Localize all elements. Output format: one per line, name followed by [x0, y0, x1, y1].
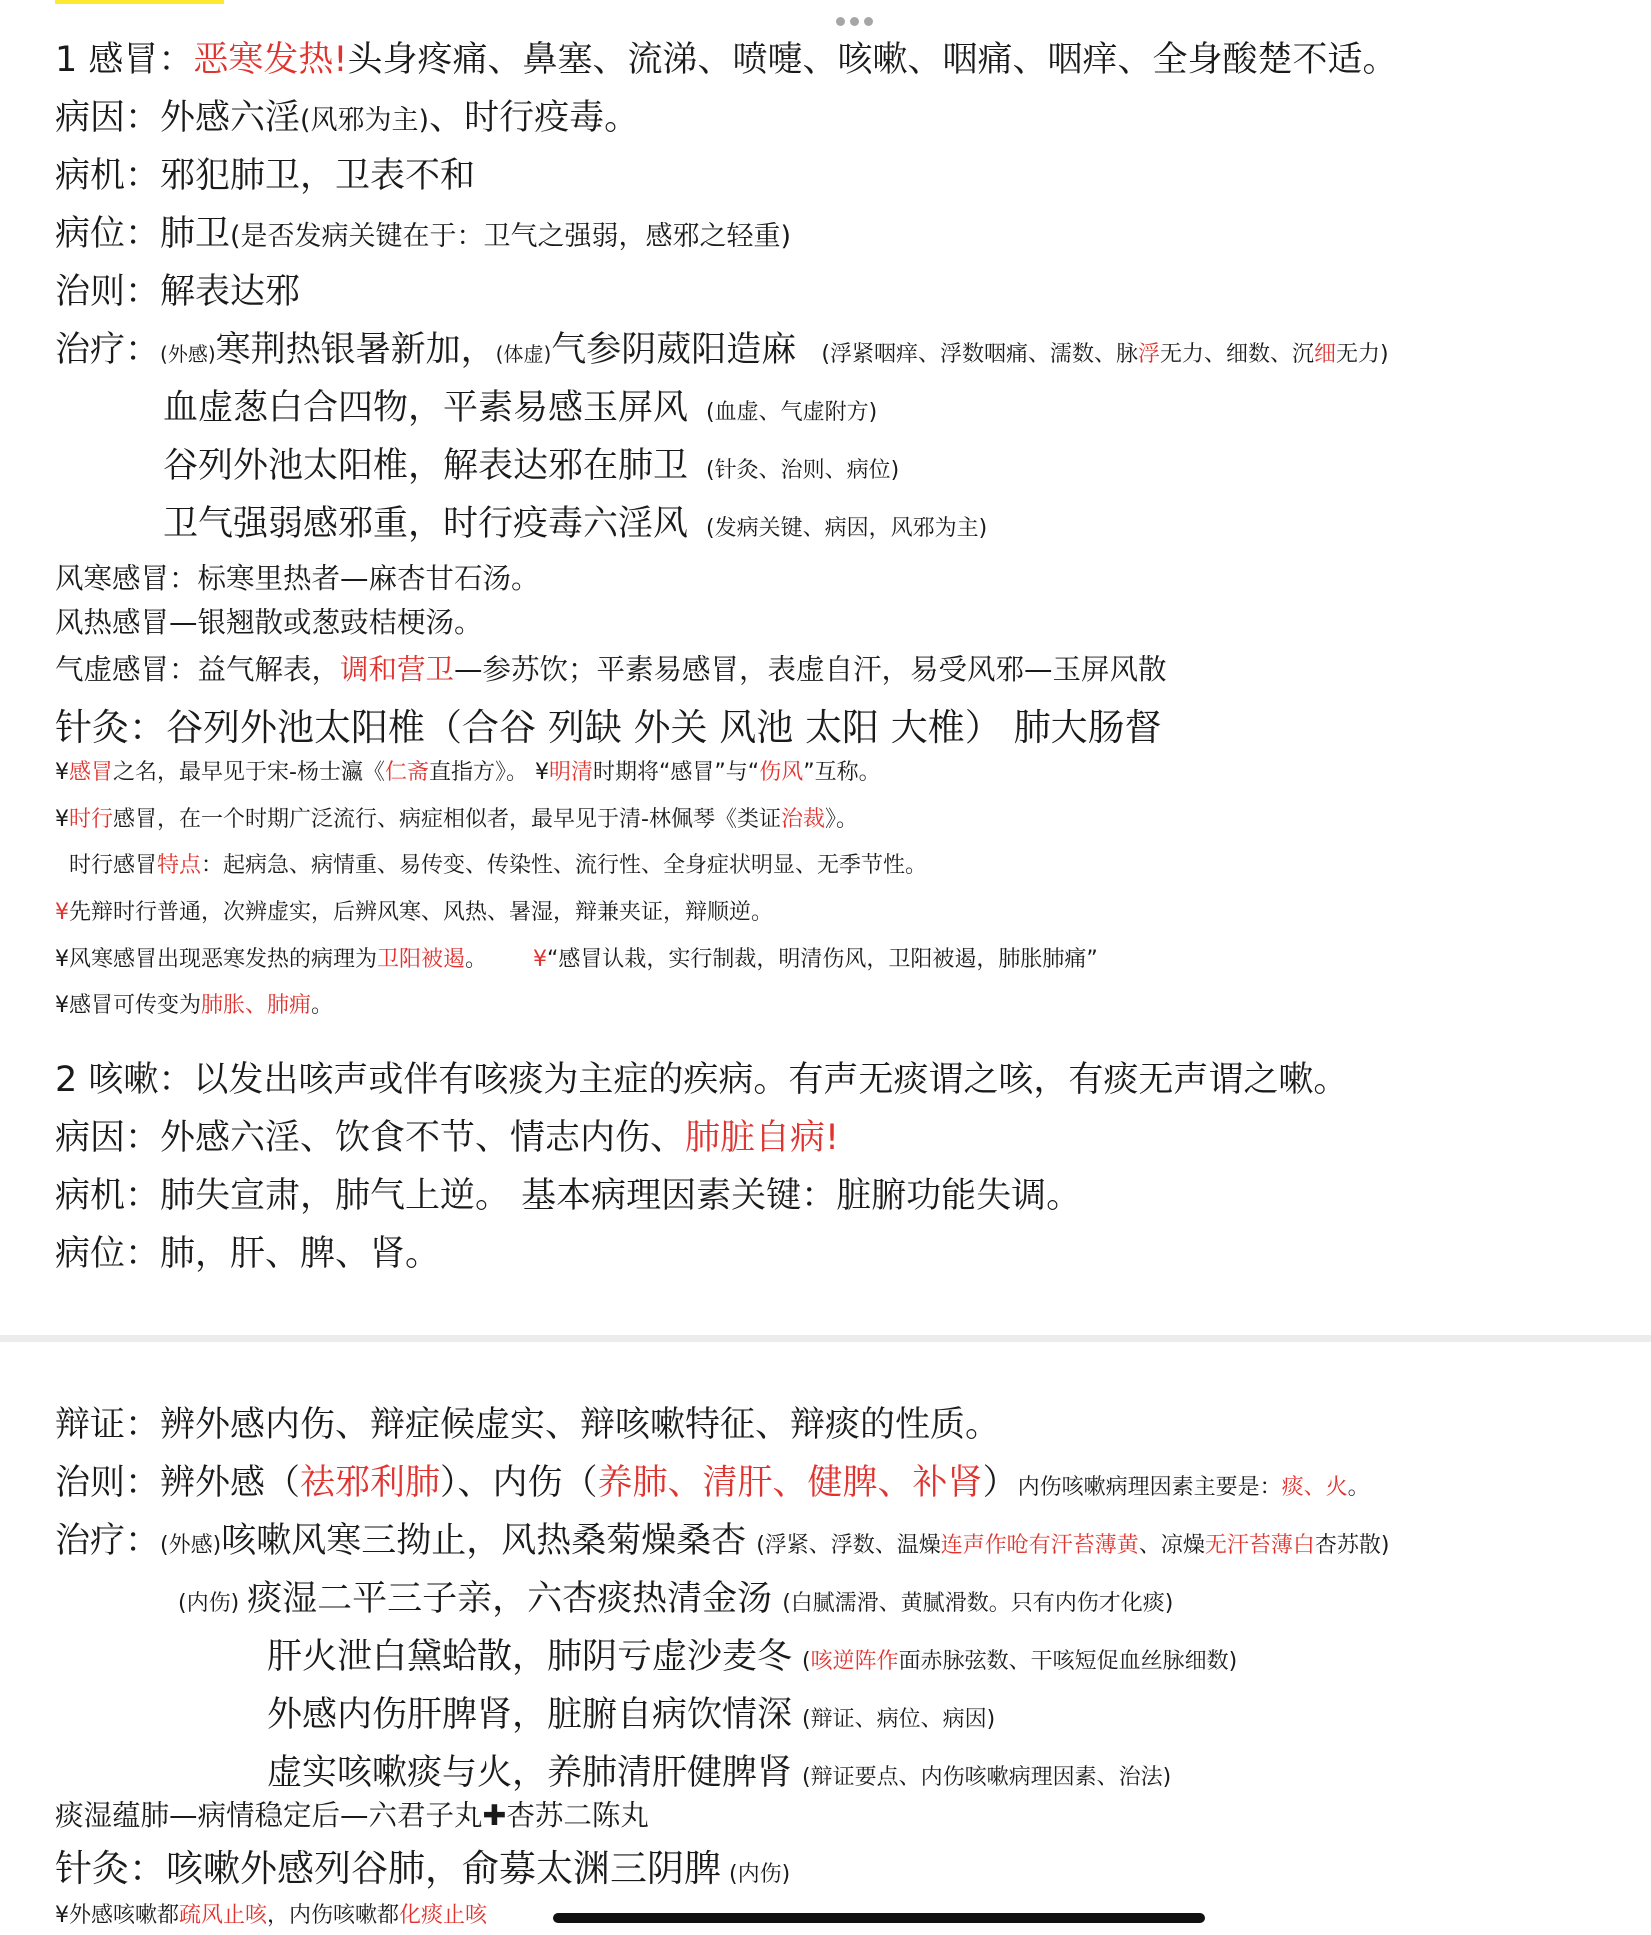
s3-verse-4 — [267, 1745, 1171, 1795]
s1-pulse-c: 无力、细数、沉 — [1160, 342, 1315, 367]
s3-t-note — [756, 1533, 1389, 1558]
n5-a: ¥风寒感冒出现恶寒发热的病理为 — [55, 947, 377, 972]
n3-b: 特点 — [157, 853, 202, 878]
s1-verse-1-note: (血虚、气虚附方) — [706, 400, 878, 425]
s1-verse-2-note: (针灸、治则、病位) — [706, 458, 900, 483]
s2-cause-a: 病因：外感六淫、饮食不节、情志内伤、 — [55, 1118, 686, 1158]
n1-c: 之名，最早见于宋-杨士瀛《 — [113, 760, 385, 785]
s3-n-c: ，内伤咳嗽都 — [267, 1903, 400, 1928]
n1-g: 时期将“感冒”与“ — [593, 760, 760, 785]
s1-qideficiency-line — [55, 647, 1167, 688]
s3-v1-note: (白腻濡滑、黄腻滑数。只有内伤才化痰) — [782, 1591, 1174, 1616]
s2-cause-line — [55, 1110, 839, 1160]
n5-c: 。 — [465, 947, 488, 972]
s2-title-line: 2 咳嗽：以发出咳声或伴有咳痰为主症的疾病。有声无痰谓之咳，有痰无声谓之嗽。 — [55, 1060, 1349, 1100]
s3-n-d: 化痰止咳 — [399, 1903, 488, 1928]
s3-v4-text: 虚实咳嗽痰与火，养肺清肝健脾肾 — [267, 1753, 793, 1793]
s1-pulse-d: 细 — [1314, 342, 1337, 367]
home-indicator[interactable] — [553, 1913, 1205, 1923]
s3-ph-a: 痰湿蕴肺—病情稳定后—六君子丸 — [55, 1799, 483, 1832]
s1-treatment-tag-exo: (外感) — [160, 342, 216, 366]
n2-d: 治裁 — [780, 807, 825, 832]
n2-c: 感冒，在一个时期广泛流行、病症相似者，最早见于清-林佩琴《类证 — [113, 807, 781, 832]
n1-e: 直指方》。 ¥ — [428, 760, 549, 785]
s1-cause-text: 病因：外感六淫 — [55, 98, 301, 138]
s3-t-h: 杏苏散) — [1314, 1533, 1390, 1558]
s1-pulse-a: (浮紧咽痒、浮数咽痛、濡数、脉 — [821, 342, 1138, 367]
n1-d: 仁斋 — [384, 760, 429, 785]
n5-e: “感冒认栽，实行制裁，明清伤风，卫阳被遏，肺胀肺痛” — [547, 947, 1098, 972]
s3-v3-text: 外感内伤肝脾肾，脏腑自病饮情深 — [267, 1695, 793, 1735]
s3-acupuncture-line — [55, 1838, 790, 1892]
s3-v2-c: 咳逆阵作 — [810, 1649, 899, 1674]
s3-acu-note: (内伤) — [729, 1862, 791, 1887]
n5-b: 卫阳被遏 — [377, 947, 466, 972]
s3-v1-text: 痰湿二平三子亲，六杏痰热清金汤 — [247, 1579, 773, 1619]
s3-n-b: 疏风止咳 — [179, 1903, 268, 1928]
s1-note-differentiation — [55, 895, 773, 926]
s1-treatment-tag-def: (体虚) — [495, 342, 552, 366]
yellow-highlight-bar — [55, 0, 224, 4]
n1-h: 伤风 — [759, 760, 804, 785]
s1-pathogenesis-line: 病机：邪犯肺卫，卫表不和 — [55, 156, 476, 196]
plus-icon: ✚ — [482, 1799, 507, 1832]
s1-principle-line: 治则：解表达邪 — [55, 272, 301, 312]
s1-note-features — [69, 848, 927, 879]
n1-a: ¥ — [55, 760, 69, 785]
s1-treatment-pulse-note — [821, 342, 1388, 367]
n2-b: 时行 — [69, 807, 114, 832]
s3-differentiation-line: 辩证：辨外感内伤、辩症候虚实、辩咳嗽特征、辩痰的性质。 — [55, 1405, 1001, 1445]
n1-f: 明清 — [548, 760, 593, 785]
s3-p-f: 内伤咳嗽病理因素主要是： — [1017, 1475, 1282, 1500]
s1-location-text: 病位：肺卫 — [55, 214, 231, 254]
s3-n-a: ¥外感咳嗽都 — [55, 1903, 179, 1928]
n1-b: 感冒 — [69, 760, 114, 785]
s1-verse-2 — [163, 438, 899, 488]
s3-p-a: 治则：辨外感（ — [55, 1463, 301, 1503]
s2-cause-b: 肺脏自病! — [685, 1118, 840, 1158]
n2-a: ¥ — [55, 807, 69, 832]
s1-note-origin — [55, 755, 881, 786]
s3-verse-1 — [178, 1571, 1173, 1621]
n6-b: 肺胀、肺痈 — [201, 993, 312, 1018]
s3-p-note — [1018, 1475, 1370, 1500]
n2-e: 》。 — [824, 807, 858, 832]
s3-acu-text: 针灸：咳嗽外感列谷肺，俞募太渊三阴脾 — [55, 1847, 721, 1890]
s1-treatment-label: 治疗： — [55, 330, 161, 370]
s3-v2-note — [802, 1649, 1237, 1674]
s1-note-transmutation — [55, 988, 333, 1019]
s3-v2-d: 面赤脉弦数、干咳短促血丝脉细数) — [898, 1649, 1238, 1674]
s3-t-a: 治疗： — [55, 1521, 161, 1561]
s3-v2-text: 肝火泄白黛蛤散，肺阴亏虚沙麦冬 — [267, 1637, 793, 1677]
more-options-icon[interactable] — [836, 17, 873, 26]
s1-verse-3-text: 卫气强弱感邪重，时行疫毒六淫风 — [163, 504, 689, 544]
s3-verse-2 — [267, 1629, 1237, 1679]
s3-t-b: (外感) — [160, 1533, 222, 1558]
n6-a: ¥感冒可传变为 — [55, 993, 201, 1018]
s1-verse-3 — [163, 496, 987, 546]
s1-treatment-line — [55, 322, 1389, 372]
s1-pulse-e: 无力) — [1336, 342, 1389, 367]
s1-pulse-b: 浮 — [1138, 342, 1161, 367]
s1-windcold-line: 风寒感冒：标寒里热者—麻杏甘石汤。 — [55, 562, 540, 595]
n1-i: ”互称。 — [803, 760, 881, 785]
s3-v2-b: ( — [802, 1649, 811, 1674]
s1-qi-c: —参苏饮；平素易感冒，表虚自汗，易受风邪—玉屏风散 — [454, 653, 1167, 686]
s1-windheat-line: 风热感冒—银翘散或葱豉桔梗汤。 — [55, 606, 483, 639]
s1-cause-note: (风邪为主) — [300, 105, 430, 136]
s2-location-line: 病位：肺，肝、脾、肾。 — [55, 1234, 441, 1274]
s1-qi-a: 气虚感冒：益气解表， — [55, 653, 341, 686]
s1-note-epidemic — [55, 802, 858, 833]
s1-location-line — [55, 206, 791, 256]
n3-c: ：起病急、病情重、易传变、传染性、流行性、全身症状明显、无季节性。 — [201, 853, 928, 878]
s1-verse-3-note: (发病关键、病因，风邪为主) — [706, 516, 988, 541]
s1-verse-2-text: 谷列外池太阳椎，解表达邪在肺卫 — [163, 446, 689, 486]
s3-verse-3 — [267, 1687, 995, 1737]
s3-treatment-line — [55, 1513, 1389, 1563]
n4-b: 先辩时行普通，次辨虚实，后辨风寒、风热、暑湿，辩兼夹证，辩顺逆。 — [69, 900, 774, 925]
s3-ph-c: 杏苏二陈丸 — [506, 1799, 649, 1832]
s3-v1-tag: (内伤) — [178, 1591, 240, 1616]
s3-v3-note: (辩证、病位、病因) — [802, 1707, 996, 1732]
s3-p-c: ）、内伤（ — [440, 1463, 598, 1503]
s1-verse-1 — [163, 380, 877, 430]
s1-title-line — [55, 32, 1397, 82]
s3-p-h: 。 — [1347, 1475, 1370, 1500]
s3-p-g: 痰、火 — [1281, 1475, 1348, 1500]
n5-d: ¥ — [533, 947, 548, 972]
s3-p-b: 祛邪利肺 — [300, 1463, 441, 1503]
s3-phlegm-line — [55, 1793, 649, 1834]
s1-cause-line — [55, 90, 639, 140]
s1-title-label: 1 感冒： — [55, 40, 194, 80]
s1-note-pathology — [55, 942, 1098, 973]
s1-location-note: (是否发病关键在于：卫气之强弱，感邪之轻重) — [230, 221, 792, 252]
s1-title-key: 恶寒发热! — [193, 40, 348, 80]
s3-t-e: 连声作呛有汗苔薄黄 — [940, 1533, 1139, 1558]
s2-pathogenesis-line: 病机：肺失宣肃，肺气上逆。 基本病理因素关键：脏腑功能失调。 — [55, 1176, 1082, 1216]
s3-t-c: 咳嗽风寒三拗止，风热桑菊燥桑杏 — [221, 1521, 747, 1561]
s3-t-d: (浮紧、浮数、温燥 — [756, 1533, 941, 1558]
s1-cause-tail: 、时行疫毒。 — [429, 98, 640, 138]
s3-v4-note: (辩证要点、内伤咳嗽病理因素、治法) — [802, 1765, 1172, 1790]
n3-a: 时行感冒 — [69, 853, 158, 878]
s3-p-e: ） — [982, 1463, 1018, 1503]
s1-treatment-formula1: 寒荆热银暑新加， — [215, 330, 496, 370]
page-divider — [0, 1335, 1651, 1342]
s3-t-f: 、凉燥 — [1138, 1533, 1205, 1558]
s3-principle-line — [55, 1455, 1370, 1505]
n4-a: ¥ — [55, 900, 69, 925]
s3-p-d: 养肺、清肝、健脾、补肾 — [597, 1463, 983, 1503]
s1-verse-1-text: 血虚葱白合四物，平素易感玉屏风 — [163, 388, 689, 428]
s1-acupuncture-line: 针灸：谷列外池太阳椎（合谷 列缺 外关 风池 太阳 大椎） 肺大肠督 — [55, 706, 1162, 749]
s1-treatment-formula2: 气参阴葳阳造麻 — [551, 330, 797, 370]
s3-t-g: 无汗苔薄白 — [1204, 1533, 1315, 1558]
s3-note-cough — [55, 1898, 487, 1929]
s1-qi-b: 调和营卫 — [340, 653, 455, 686]
s1-title-rest: 头身疼痛、鼻塞、流涕、喷嚏、咳嗽、咽痛、咽痒、全身酸楚不适。 — [347, 40, 1398, 80]
n6-c: 。 — [311, 993, 334, 1018]
